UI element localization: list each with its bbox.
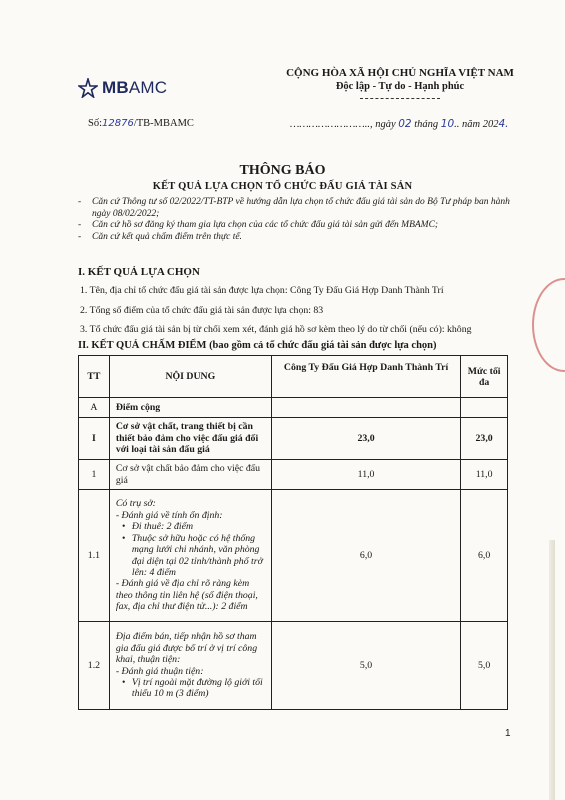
national-header xyxy=(265,66,535,99)
red-seal-stamp xyxy=(532,278,565,372)
result-item-3: 3. Tổ chức đấu giá tài sản bị từ chối xem xét, đánh giá hồ sơ kèm theo lý do từ chối (nếu có): không xyxy=(80,324,472,335)
page-edge-shadow xyxy=(549,540,555,800)
handwritten-year: 4. xyxy=(498,118,509,130)
handwritten-month: 10 xyxy=(440,118,455,130)
legal-basis-item: - Căn cứ Thông tư số 02/2022/TT-BTP về hướng dẫn lựa chọn tổ chức đấu giá tài sản do Bộ Tư pháp ban hành ngày 08/02/2022; xyxy=(78,197,510,219)
table-row: I Cơ sở vật chất, trang thiết bị cần thiết bảo đảm cho việc đấu giá đối với loại tài sản đấu giá 23,0 23,0 xyxy=(79,418,508,460)
company-logo xyxy=(78,78,167,98)
document-title: THÔNG BÁO xyxy=(239,163,326,178)
result-item-2: 2. Tổng số điểm của tổ chức đấu giá tài sản được lựa chọn: 83 xyxy=(80,305,324,316)
handwritten-number: 12876 xyxy=(102,118,134,129)
handwritten-day: 02 xyxy=(398,118,412,130)
score-table xyxy=(78,355,508,710)
motto-underline xyxy=(360,94,440,99)
legal-basis-item: - Căn cứ hồ sơ đăng ký tham gia lựa chọn của các tổ chức đấu giá tài sản gửi đến MBAMC; xyxy=(78,220,439,230)
result-item-1: 1. Tên, địa chỉ tổ chức đấu giá tài sản được lựa chọn: Công Ty Đấu Giá Hợp Danh Thành Trí xyxy=(80,285,444,296)
table-row: 1 Cơ sở vật chất bảo đảm cho việc đấu giá 11,0 11,0 xyxy=(79,460,508,490)
section-1-heading: I. KẾT QUẢ LỰA CHỌN xyxy=(78,266,200,278)
legal-bases xyxy=(78,197,518,243)
section-2-heading: II. KẾT QUẢ CHẤM ĐIỂM (bao gồm cả tổ chức đấu giá tài sản được lựa chọn) xyxy=(78,340,437,351)
table-header-row xyxy=(79,356,508,398)
header-organization: Công Ty Đấu Giá Hợp Danh Thành Trí xyxy=(271,356,460,398)
header-tt: TT xyxy=(79,356,110,398)
table-row: 1.2 Địa điểm bán, tiếp nhận hồ sơ tham gia đấu giá được bố trí ở vị trí công khai, thuận tiện: - Đánh giá thuận tiện: • Vị trí ngoài mặt đường lộ giới tối thiểu 10 m (3 điểm) 5,0 5,0 xyxy=(79,622,508,710)
republic-name: CỘNG HÒA XÃ HỘI CHỦ NGHĨA VIỆT NAM xyxy=(286,67,514,79)
table-row: A Điểm cộng xyxy=(79,398,508,418)
page-number: 1 xyxy=(505,728,511,739)
document-subtitle: KẾT QUẢ LỰA CHỌN TỔ CHỨC ĐẤU GIÁ TÀI SẢN xyxy=(152,181,413,192)
star-logo-icon xyxy=(78,78,98,98)
header-content: NỘI DUNG xyxy=(109,356,271,398)
brand-name: MBAMC xyxy=(102,78,168,97)
table-row: 1.1 Có trụ sở: - Đánh giá về tính ổn định: • Đi thuê: 2 điểm • Thuộc sở hữu hoặc có hệ thống mạng lưới chi nhánh, văn phòng đại diện tại 02 tỉnh/thành phố trở lên: 4 điểm - Đánh giá về địa chỉ rõ ràng kèm theo thông tin liên hệ (số điện thoại, fax, địa chỉ thư điện tử...): 2 điểm 6,0 6,0 xyxy=(79,490,508,622)
document-number: Số:12876/TB-MBAMC xyxy=(88,118,194,129)
legal-basis-item: - Căn cứ kết quả chấm điểm trên thực tế. xyxy=(78,231,242,242)
document-date: …………………….., ngày 02 tháng 10.. năm 2024. xyxy=(290,118,509,130)
header-max: Mức tối đa xyxy=(461,356,508,398)
motto: Độc lập - Tự do - Hạnh phúc xyxy=(335,81,465,92)
